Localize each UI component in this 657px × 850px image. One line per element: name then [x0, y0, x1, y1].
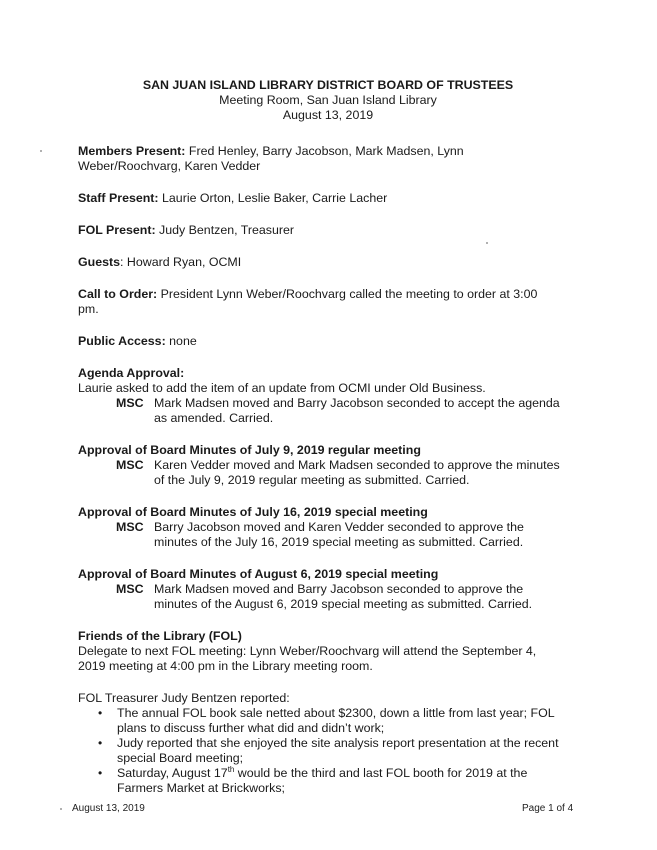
motion-line: Barry Jacobson moved and Karen Vedder seconded to approve the: [154, 520, 524, 534]
staff-names: Laurie Orton, Leslie Baker, Carrie Lacher: [162, 191, 388, 205]
bullet-icon: •: [98, 706, 103, 720]
public-access-text: none: [169, 334, 197, 348]
scan-speck: [40, 150, 42, 152]
fol-present-names: Judy Bentzen, Treasurer: [159, 223, 295, 237]
motion: [116, 520, 578, 550]
list-item-text: [117, 766, 578, 796]
members-names-2: Weber/Roochvarg, Karen Vedder: [78, 159, 261, 173]
motion-line: Mark Madsen moved and Barry Jacobson seconded to accept the agenda: [154, 396, 560, 410]
agenda-heading: Agenda Approval:: [78, 366, 185, 380]
document-title: SAN JUAN ISLAND LIBRARY DISTRICT BOARD OF TRUSTEES: [142, 78, 514, 92]
list-item-text: [117, 706, 578, 736]
guests-label: Guests: [78, 255, 121, 269]
call-to-order-text-2: pm.: [78, 302, 99, 316]
call-to-order: [78, 287, 578, 317]
motion-line: Karen Vedder moved and Mark Madsen seconded to approve the minutes: [154, 458, 560, 472]
bullet-icon: •: [98, 766, 103, 780]
list-line: would be the third and last FOL booth for 2019 at the: [234, 766, 528, 780]
staff-label: Staff Present:: [78, 191, 159, 205]
minutes-july-16: [78, 505, 578, 550]
bullet-icon: •: [98, 736, 103, 750]
list-line: Judy reported that she enjoyed the site analysis report presentation at the recent: [117, 736, 559, 750]
agenda-text: Laurie asked to add the item of an update from OCMI under Old Business.: [78, 381, 486, 395]
section-heading: Friends of the Library (FOL): [78, 629, 242, 643]
list-line: The annual FOL book sale netted about $2300, down a little from last year; FOL: [117, 706, 555, 720]
report-list: [78, 706, 578, 796]
motion-line: as amended. Carried.: [154, 411, 274, 425]
guests-names: : Howard Ryan, OCMI: [120, 255, 242, 269]
fol-present-label: FOL Present:: [78, 223, 156, 237]
treasurer-intro: FOL Treasurer Judy Bentzen reported:: [78, 691, 290, 705]
list-line: Farmers Market at Brickworks;: [117, 781, 285, 795]
list-item-text: [117, 736, 578, 766]
motion-text: [154, 520, 578, 550]
minutes-july-9: [78, 443, 578, 488]
msc-label: MSC: [116, 458, 144, 472]
msc-label: MSC: [116, 582, 144, 596]
motion-line: Mark Madsen moved and Barry Jacobson seconded to approve the: [154, 582, 524, 596]
scan-speck: [60, 808, 62, 810]
list-line: special Board meeting;: [117, 751, 244, 765]
public-access: [78, 334, 578, 349]
fol-delegate-2: 2019 meeting at 4:00 pm in the Library meeting room.: [78, 659, 373, 673]
meeting-date: August 13, 2019: [282, 108, 374, 122]
staff-present: [78, 191, 578, 206]
section-heading: Approval of Board Minutes of July 9, 2019 regular meeting: [78, 443, 421, 457]
agenda-motion: [116, 396, 578, 426]
msc-label: MSC: [116, 396, 144, 410]
members-names-1: Fred Henley, Barry Jacobson, Mark Madsen, Lynn: [188, 144, 464, 158]
motion-text: [154, 582, 578, 612]
motion-line: minutes of the July 16, 2019 special meeting as submitted. Carried.: [154, 535, 524, 549]
ordinal-suffix: th: [227, 764, 235, 774]
footer-page-number: Page 1 of 4: [522, 803, 574, 814]
scan-speck: [486, 242, 488, 244]
motion-line: minutes of the August 6, 2019 special meeting as submitted. Carried.: [154, 597, 533, 611]
motion-line: of the July 9, 2019 regular meeting as submitted. Carried.: [154, 473, 470, 487]
list-item: [98, 766, 578, 796]
motion: [116, 458, 578, 488]
friends-of-library: [78, 629, 578, 674]
call-to-order-label: Call to Order:: [78, 287, 158, 301]
list-line: plans to discuss further what did and didn’t work;: [117, 721, 385, 735]
fol-treasurer-report: [78, 691, 578, 796]
list-line: Saturday, August 17: [117, 766, 228, 780]
public-access-label: Public Access:: [78, 334, 166, 348]
members-label: Members Present:: [78, 144, 186, 158]
guests: [78, 255, 578, 270]
minutes-page: [78, 78, 578, 796]
fol-present: [78, 223, 578, 238]
msc-label: MSC: [116, 520, 144, 534]
motion-text: [154, 458, 578, 488]
fol-delegate-1: Delegate to next FOL meeting: Lynn Weber/Roochvarg will attend the September 4,: [78, 644, 537, 658]
footer-date: August 13, 2019: [72, 803, 145, 814]
members-present: [78, 144, 578, 174]
list-item: [98, 706, 578, 736]
call-to-order-text-1: President Lynn Weber/Roochvarg called the meeting to order at 3:00: [160, 287, 538, 301]
motion-text: [154, 396, 578, 426]
list-item: [98, 736, 578, 766]
section-heading: Approval of Board Minutes of July 16, 2019 special meeting: [78, 505, 428, 519]
agenda-approval: [78, 366, 578, 426]
meeting-location: Meeting Room, San Juan Island Library: [219, 93, 437, 107]
section-heading: Approval of Board Minutes of August 6, 2019 special meeting: [78, 567, 439, 581]
motion: [116, 582, 578, 612]
minutes-august-6: [78, 567, 578, 612]
